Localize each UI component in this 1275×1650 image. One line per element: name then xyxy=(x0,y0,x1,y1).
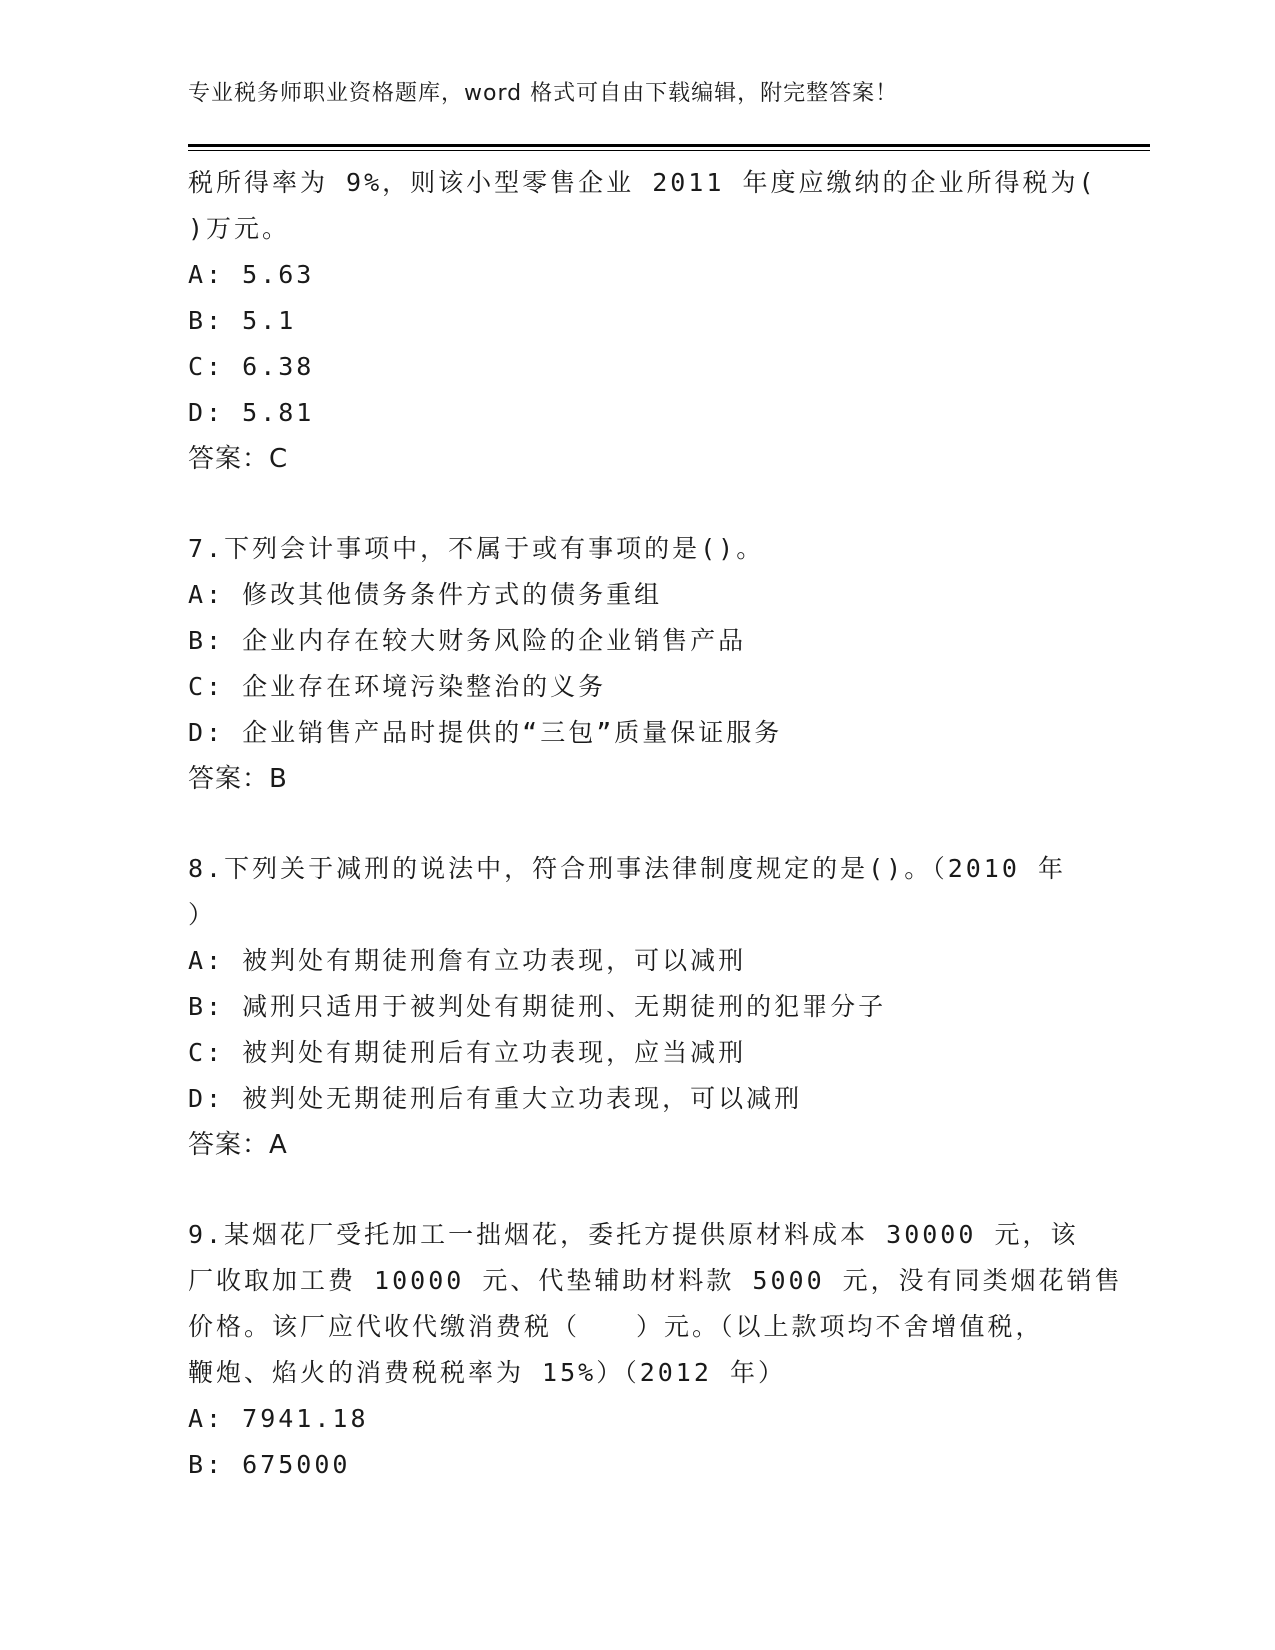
question-stem-line: 8.下列关于减刑的说法中，符合刑事法律制度规定的是()。（2010 年 xyxy=(188,854,1066,883)
option-d: D: 5.81 xyxy=(188,398,315,427)
option-b: B: 5.1 xyxy=(188,306,297,335)
option-d: D: 被判处无期徒刑后有重大立功表现，可以减刑 xyxy=(188,1084,803,1113)
option-a: A: 7941.18 xyxy=(188,1404,369,1433)
option-a: A: 5.63 xyxy=(188,260,315,289)
question-8 xyxy=(188,846,1088,1168)
option-c: C: 被判处有期徒刑后有立功表现，应当减刑 xyxy=(188,1038,747,1067)
option-b: B: 675000 xyxy=(188,1450,351,1479)
header-rule-thick xyxy=(188,144,1150,147)
header-rule-thin xyxy=(188,150,1150,151)
question-6 xyxy=(188,160,1097,482)
option-d: D: 企业销售产品时提供的“三包”质量保证服务 xyxy=(188,718,783,747)
option-b: B: 减刑只适用于被判处有期徒刑、无期徒刑的犯罪分子 xyxy=(188,992,887,1021)
spacer xyxy=(188,482,1088,526)
option-a: A: 修改其他债务条件方式的债务重组 xyxy=(188,580,663,609)
question-stem-line: 7.下列会计事项中，不属于或有事项的是()。 xyxy=(188,534,765,563)
answer-label: 答案：A xyxy=(188,1130,288,1160)
question-7 xyxy=(188,526,1088,802)
spacer xyxy=(188,802,1088,846)
option-c: C: 企业存在环境污染整治的义务 xyxy=(188,672,607,701)
option-b: B: 企业内存在较大财务风险的企业销售产品 xyxy=(188,626,747,655)
answer-label: 答案：B xyxy=(188,764,288,794)
option-c: C: 6.38 xyxy=(188,352,315,381)
page-header: 专业税务师职业资格题库，word 格式可自由下载编辑，附完整答案！ xyxy=(188,81,899,106)
question-stem-line: 厂收取加工费 10000 元、代垫辅助材料款 5000 元，没有同类烟花销售 xyxy=(188,1266,1123,1295)
option-a: A: 被判处有期徒刑詹有立功表现，可以减刑 xyxy=(188,946,747,975)
question-stem-line: )万元。 xyxy=(188,214,291,243)
spacer xyxy=(188,1168,1088,1212)
question-stem-line: 9.某烟花厂受托加工一拙烟花，委托方提供原材料成本 30000 元，该 xyxy=(188,1220,1079,1249)
question-stem-line: ） xyxy=(188,900,217,929)
question-9 xyxy=(188,1212,1123,1488)
answer-label: 答案：C xyxy=(188,444,289,474)
question-stem-line: 价格。该厂应代收代缴消费税（ ）元。（以上款项均不舍增值税， xyxy=(188,1312,1044,1341)
question-content xyxy=(188,160,1123,1488)
question-stem-line: 鞭炮、焰火的消费税税率为 15%）（2012 年） xyxy=(188,1358,786,1387)
question-stem-line: 税所得率为 9%，则该小型零售企业 2011 年度应缴纳的企业所得税为( xyxy=(188,168,1097,197)
